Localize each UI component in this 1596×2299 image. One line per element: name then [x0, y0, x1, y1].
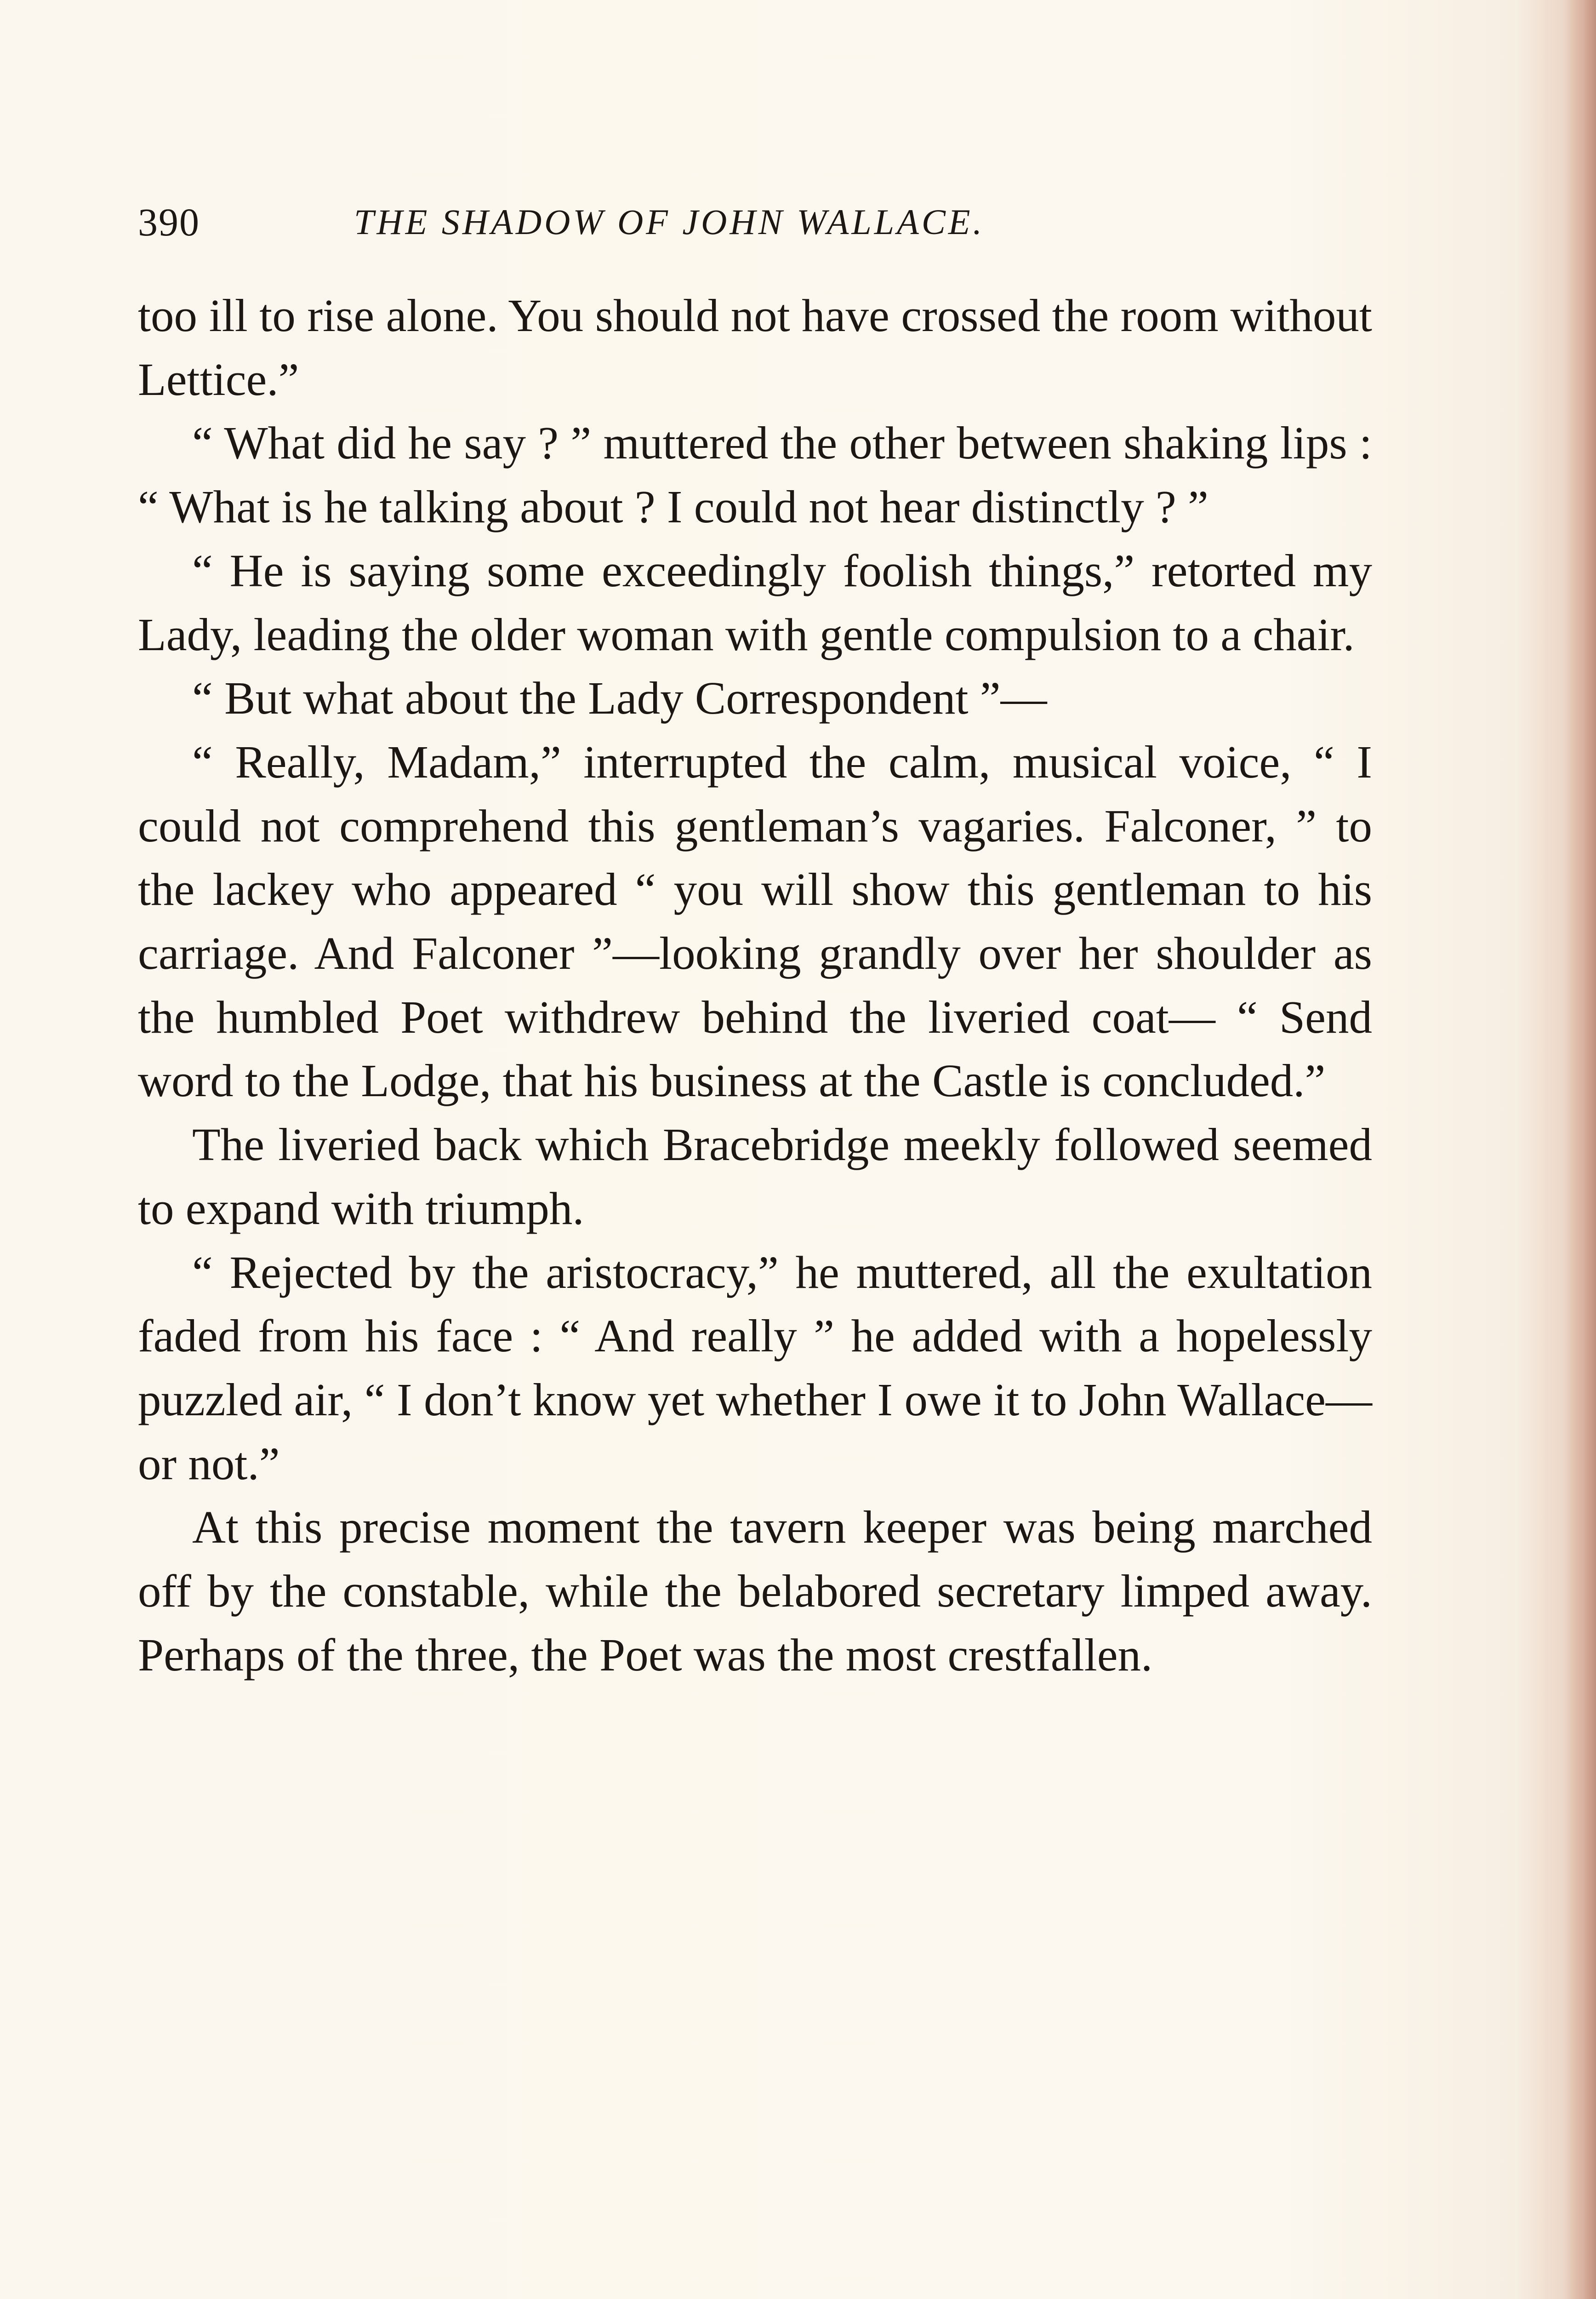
paragraph: “ Really, Madam,” interrupted the calm, musical voice, “ I could not comprehend this gentleman’s vagaries. Falconer, ” to the lackey who appeared “ you will show this gentleman to his carriage. And Falconer ”—looking grandly over her shoulder as the humbled Poet withdrew behind the liveried coat— “ Send word to the Lodge, that his business at the Castle is concluded.”: [138, 736, 1372, 1107]
paragraph: “ He is saying some exceedingly foolish things,” retorted my Lady, leading the older woman with gentle compulsion to a chair.: [138, 544, 1372, 660]
body-text: [138, 284, 1372, 1687]
page-header: [138, 197, 1379, 247]
page-edge: [1564, 0, 1596, 2299]
paragraph: At this precise moment the tavern keeper was being marched off by the constable, while the belabored secretary limped away. Perhaps of the three, the Poet was the most crestfallen.: [138, 1501, 1372, 1681]
paragraph: “ What did he say ? ” muttered the other between shaking lips : “ What is he talking about ? I could not hear distinctly ? ”: [138, 417, 1372, 533]
paragraph: too ill to rise alone. You should not have crossed the room without Lettice.”: [138, 290, 1372, 405]
paragraph: “ Rejected by the aristocracy,” he muttered, all the exultation faded from his face : “ And really ” he added with a hopelessly puzzled air, “ I don’t know yet whether I owe it to John Wallace—or not.”: [138, 1246, 1372, 1489]
paragraph: “ But what about the Lady Correspondent ”—: [192, 672, 1047, 724]
page-number: 390: [138, 200, 200, 244]
running-title: THE SHADOW OF JOHN WALLACE.: [354, 202, 985, 242]
paragraph: The liveried back which Bracebridge meekly followed seemed to expand with triumph.: [138, 1119, 1372, 1234]
